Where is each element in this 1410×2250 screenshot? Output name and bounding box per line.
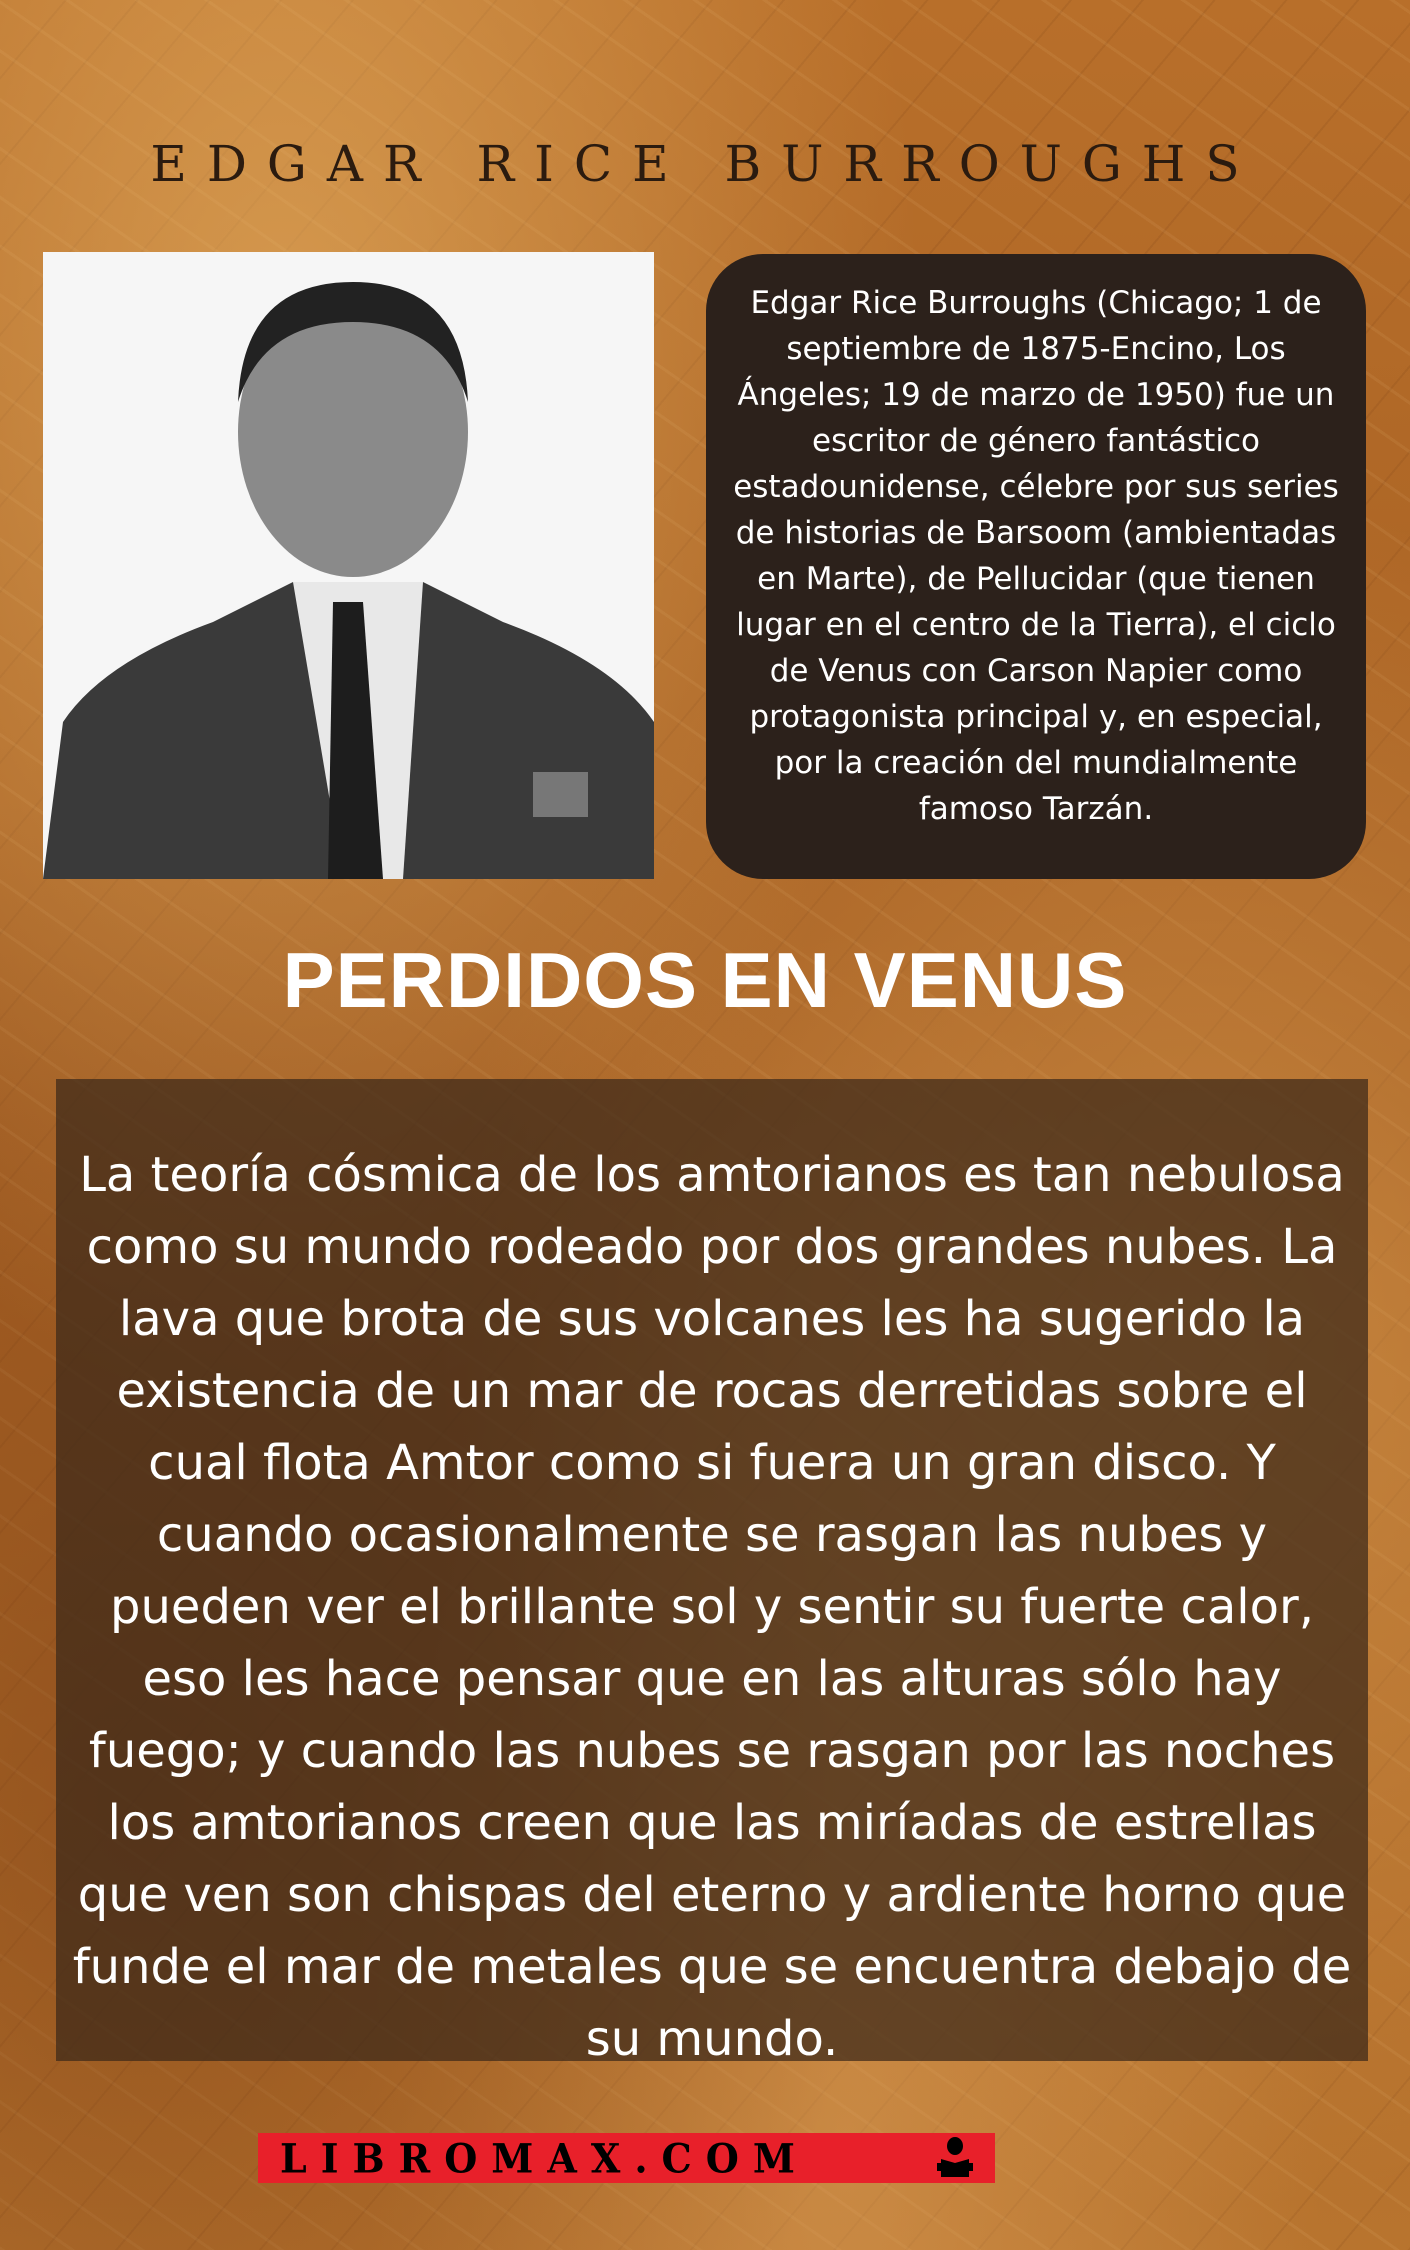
book-synopsis: La teoría cósmica de los amtorianos es tan nebulosa como su mundo rodeado por dos grandes nubes. La lava que brota de sus volcanes les ha sugerido la existencia de un mar de rocas derretidas sobre el cual flota Amtor como si fuera un gran disco. Y cuando ocasionalmente se rasgan las nubes y pueden ver el brillante sol y sentir su fuerte calor, eso les hace pensar que en las alturas sólo hay fuego; y cuando las nubes se rasgan por las noches los amtorianos creen que las miríadas de estrellas que ven son chispas del eterno y ardiente horno que funde el mar de metales que se encuentra debajo de su mundo. [56, 1079, 1368, 2061]
logo-text: LIBROMAX.COM [280, 2134, 809, 2182]
author-photo [43, 252, 654, 879]
libromax-banner[interactable] [258, 2133, 995, 2183]
reader-icon [937, 2137, 973, 2179]
author-bio: Edgar Rice Burroughs (Chicago; 1 de septiembre de 1875-Encino, Los Ángeles; 19 de marzo de 1950) fue un escritor de género fantástico estadounidense, célebre por sus series de historias de Barsoom (ambientadas en Marte), de Pellucidar (que tienen lugar en el centro de la Tierra), el ciclo de Venus con Carson Napier como protagonista principal y, en especial, por la creación del mundialmente famoso Tarzán. [706, 254, 1366, 879]
author-name: EDGAR RICE BURROUGHS [150, 135, 1260, 193]
book-title: PERDIDOS EN VENUS [282, 936, 1128, 1024]
